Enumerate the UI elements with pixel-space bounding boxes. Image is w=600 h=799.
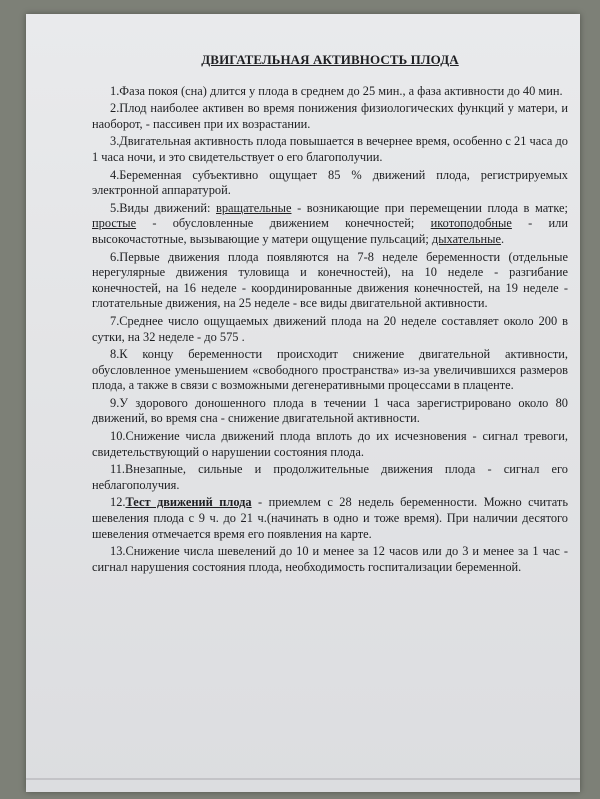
paragraph-7: 7.Среднее число ощущаемых движений плода на 20 неделе составляет около 200 в сутки, на 32 неделе - до 575 . [92,313,568,344]
paragraph-10: 10.Снижение числа движений плода вплоть до их исчезновения - сигнал тревоги, свидетельствующий о нарушении состояния плода. [92,429,568,459]
page-title: ДВИГАТЕЛЬНАЯ АКТИВНОСТЬ ПЛОДА [201,52,459,67]
movement-type-hiccup: икотоподобные [430,216,512,231]
paragraph-6: 6.Первые движения плода появляются на 7-8 неделе беременности (отдельные нерегулярные движения туловища и конечностей), на 10 неделе - разгибание конечностей, на 16 неделе - координированные движения конечностей, на 19 неделе - глотательные движения, на 25 неделе - все виды двигательной активности. [92,249,568,311]
movement-type-rotational: вращательные [216,200,292,215]
paragraph-12-text: - приемлем с 28 недель беременности. Можно считать шевеления плода с 9 ч. до 21 ч.(начинать в одно и тоже время). При наличии десятого шевеления отмечается время его появления на карте. [92,495,569,541]
movement-type-simple: простые [92,216,137,231]
paragraph-13: 13.Снижение числа шевелений до 10 и менее за 12 часов или до 3 и менее за 1 час - сигнал нарушения состояния плода, необходимость госпитализации беременной. [92,544,568,574]
document-body [92,52,568,578]
paragraph-8: 8.К концу беременности происходит снижение двигательной активности, обусловленное уменьшением «свободного пространства» из-за увеличившихся размеров плода, а также в связи с возможными дегенеративными процессами в плаценте. [92,347,568,393]
paragraph-5 [92,201,568,248]
paragraph-11: 11.Внезапные, сильные и продолжительные движения плода - сигнал его неблагополучия. [92,462,568,492]
paragraph-5-text-c: - обусловленные движением конечностей; [136,216,431,231]
paragraph-12-number: 12. [110,495,126,510]
paragraph-5-text-e: . [500,231,505,246]
paragraph-5-text-b: - возникающие при перемещении плода в матке; [291,200,568,215]
fetal-movement-test-term: Тест движений плода [125,495,252,510]
paragraph-2: 2.Плод наиболее активен во время понижения физиологических функций у матери, и наоборот, - пассивен при их возрастании. [92,101,568,131]
paragraph-9: 9.У здорового доношенного плода в течении 1 часа зарегистрировано около 80 движений, во время сна - снижение двигательной активности. [92,395,568,426]
paragraph-4: 4.Беременная субъективно ощущает 85 % движений плода, регистрируемых электронной аппаратурой. [92,167,568,198]
document-sheet [26,14,580,792]
paragraph-1: 1.Фаза покоя (сна) длится у плода в среднем до 25 мин., а фаза активности до 40 мин. [110,83,563,98]
paragraph-5-text-d: - или высокочастотные, вызывающие у матери ощущение пульсаций; [92,216,568,246]
sleeve-edge-line [26,778,580,780]
movement-type-breathing: дыхательные [431,231,501,246]
paragraph-12 [92,495,568,542]
paragraph-3: 3.Двигательная активность плода повышается в вечернее время, особенно с 21 часа до 1 часа ночи, и это свидетельствует о его благополучии. [92,134,568,164]
paragraph-5-text-a: 5.Виды движений: [110,200,217,215]
